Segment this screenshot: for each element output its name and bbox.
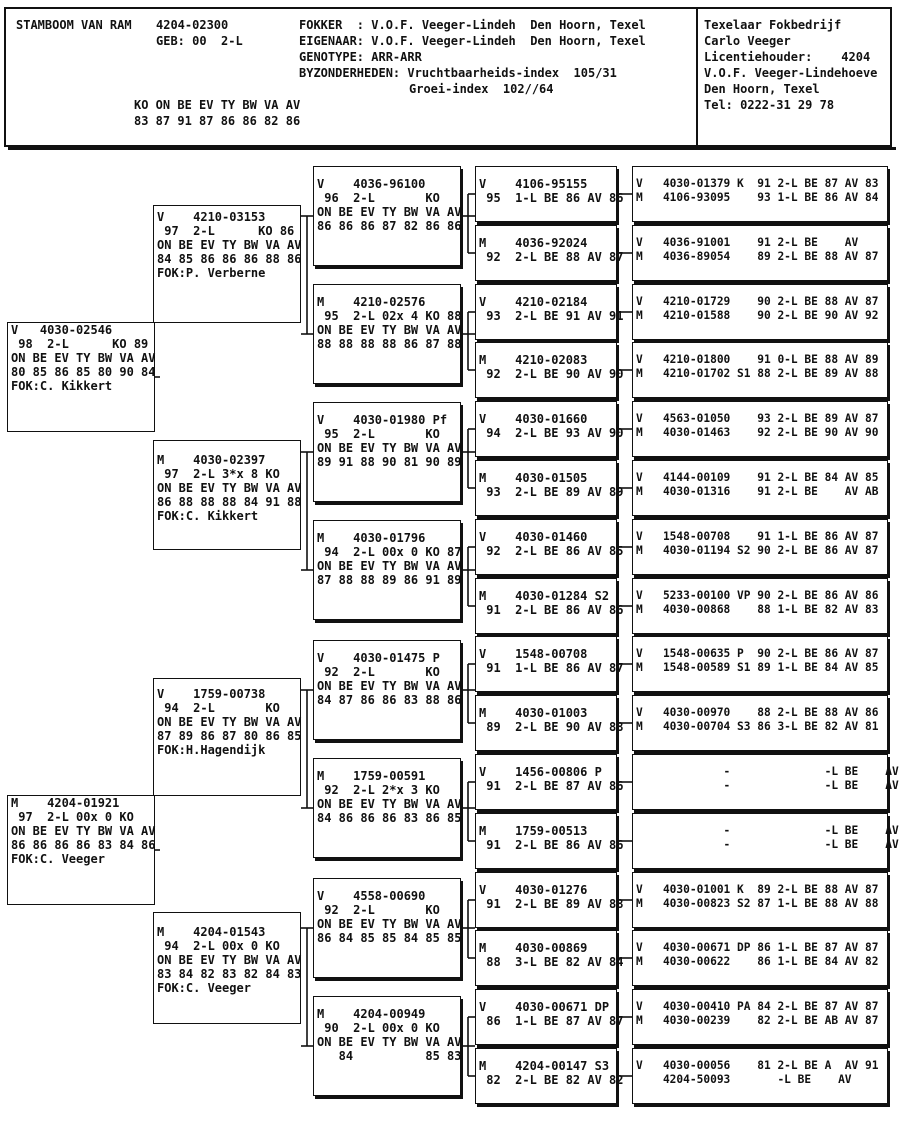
gen3-7-line-3: ON BE EV TY BW VA AV [317, 917, 462, 931]
gen3-2-line-2: 95 2-L 02x 4 KO 88 [317, 309, 462, 323]
gen3-4-line-3: ON BE EV TY BW VA AV [317, 559, 462, 573]
gen5-12-line-1: - -L BE AV [636, 824, 899, 837]
gen5-box-1 [632, 166, 888, 222]
gen5-15-line-2: M 4030-00239 82 2-L BE AB AV 87 [636, 1014, 879, 1027]
gen2-4-line-4: 83 84 82 83 82 84 83 [157, 967, 302, 981]
gen5-9-line-2: M 1548-00589 S1 89 1-L BE 84 AV 85 [636, 661, 879, 674]
gen5-14-line-1: V 4030-00671 DP 86 1-L BE 87 AV 87 [636, 941, 879, 954]
gen5-box-14 [632, 930, 888, 986]
gen5-8-line-1: V 5233-00100 VP 90 2-L BE 86 AV 86 [636, 589, 879, 602]
gen1-dam-line-5: FOK:C. Veeger [11, 852, 105, 866]
gen1-sire-line-3: ON BE EV TY BW VA AV [11, 351, 156, 365]
gen3-4-line-4: 87 88 88 89 86 91 89 [317, 573, 462, 587]
gen4-box-1 [475, 166, 624, 222]
gen4-14-line-2: 88 3-L BE 82 AV 84 [479, 955, 624, 969]
gen1-sire-line-2: 98 2-L KO 89 [11, 337, 149, 351]
gen3-3-line-2: 95 2-L KO [317, 427, 440, 441]
gen4-13-line-1: V 4030-01276 [479, 883, 588, 897]
gen4-box-2 [475, 225, 624, 281]
gen5-box-9 [632, 636, 888, 692]
gen2-3-line-3: ON BE EV TY BW VA AV [157, 715, 302, 729]
gen5-10-line-1: V 4030-00970 88 2-L BE 88 AV 86 [636, 706, 879, 719]
gen2-box-1 [153, 205, 301, 323]
gen3-2-line-3: ON BE EV TY BW VA AV [317, 323, 462, 337]
gen4-13-line-2: 91 2-L BE 89 AV 88 [479, 897, 624, 911]
gen2-2-line-1: M 4030-02397 [157, 453, 266, 467]
breeder-line-6: Tel: 0222-31 29 78 [704, 98, 835, 112]
gen3-5-line-4: 84 87 86 86 83 88 86 [317, 693, 462, 707]
breeder-line-1: Texelaar Fokbedrijf [704, 18, 842, 32]
gen5-7-line-2: M 4030-01194 S2 90 2-L BE 86 AV 87 [636, 544, 879, 557]
gen2-4-line-3: ON BE EV TY BW VA AV [157, 953, 302, 967]
gen4-5-line-1: V 4030-01660 [479, 412, 588, 426]
gen4-3-line-1: V 4210-02184 [479, 295, 588, 309]
gen5-12-line-2: - -L BE AV [636, 838, 899, 851]
gen4-2-line-1: M 4036-92024 [479, 236, 588, 250]
genotype: GENOTYPE: ARR-ARR [299, 50, 422, 64]
gen5-16-line-2: 4204-50093 -L BE AV [636, 1073, 852, 1086]
gen4-12-line-2: 91 2-L BE 86 AV 86 [479, 838, 624, 852]
gen4-12-line-1: M 1759-00513 [479, 824, 588, 838]
ram-birth: GEB: 00 2-L [156, 34, 243, 48]
gen5-1-line-1: V 4030-01379 K 91 2-L BE 87 AV 83 [636, 177, 879, 190]
gen4-box-6 [475, 460, 624, 516]
fokker: FOKKER : V.O.F. Veeger-Lindeh Den Hoorn, Texel [299, 18, 646, 32]
gen3-5-line-2: 92 2-L KO [317, 665, 440, 679]
gen4-box-3 [475, 284, 624, 340]
gen1-dam-line-4: 86 86 86 86 83 84 86 [11, 838, 156, 852]
gen4-10-line-2: 89 2-L BE 90 AV 88 [479, 720, 624, 734]
gen5-3-line-1: V 4210-01729 90 2-L BE 88 AV 87 [636, 295, 879, 308]
gen3-box-5 [313, 640, 461, 740]
gen5-6-line-1: V 4144-00109 91 2-L BE 84 AV 85 [636, 471, 879, 484]
gen2-1-line-5: FOK:P. Verberne [157, 266, 266, 280]
gen4-15-line-1: V 4030-00671 DP [479, 1000, 610, 1014]
gen1-dam-line-1: M 4204-01921 [11, 796, 120, 810]
gen3-3-line-3: ON BE EV TY BW VA AV [317, 441, 462, 455]
gen4-box-9 [475, 636, 624, 692]
gen3-7-line-1: V 4558-00690 [317, 889, 426, 903]
gen4-box-16 [475, 1048, 624, 1104]
gen4-8-line-2: 91 2-L BE 86 AV 86 [479, 603, 624, 617]
gen2-3-line-5: FOK:H.Hagendijk [157, 743, 266, 757]
gen5-box-3 [632, 284, 888, 340]
gen5-4-line-2: M 4210-01702 S1 88 2-L BE 89 AV 88 [636, 367, 879, 380]
breeder-line-2: Carlo Veeger [704, 34, 791, 48]
gen3-3-line-4: 89 91 88 90 81 90 89 [317, 455, 462, 469]
gen4-box-4 [475, 342, 624, 398]
gen3-1-line-2: 96 2-L KO [317, 191, 440, 205]
gen5-box-7 [632, 519, 888, 575]
gen4-8-line-1: M 4030-01284 S2 [479, 589, 610, 603]
gen3-8-line-1: M 4204-00949 [317, 1007, 426, 1021]
gen5-11-line-2: - -L BE AV [636, 779, 899, 792]
breeder-line-4: V.O.F. Veeger-Lindehoeve [704, 66, 878, 80]
gen2-1-line-4: 84 85 86 86 86 88 86 [157, 252, 302, 266]
gen1-dam-line-3: ON BE EV TY BW VA AV [11, 824, 156, 838]
gen5-box-12 [632, 813, 899, 869]
gen3-box-3 [313, 402, 461, 502]
gen5-8-line-2: M 4030-00868 88 1-L BE 82 AV 83 [636, 603, 879, 616]
gen3-6-line-2: 92 2-L 2*x 3 KO [317, 783, 440, 797]
gen3-4-line-2: 94 2-L 00x 0 KO 87 [317, 545, 462, 559]
gen4-box-10 [475, 695, 624, 751]
gen3-2-line-1: M 4210-02576 [317, 295, 426, 309]
gen1-sire-line-1: V 4030-02546 [11, 323, 113, 337]
gen4-box-7 [475, 519, 624, 575]
gen3-3-line-1: V 4030-01980 Pf [317, 413, 448, 427]
gen4-16-line-1: M 4204-00147 S3 [479, 1059, 610, 1073]
gen3-box-2 [313, 284, 461, 384]
gen4-box-13 [475, 872, 624, 928]
ram-id: 4204-02300 [156, 18, 229, 32]
gen5-13-line-1: V 4030-01001 K 89 2-L BE 88 AV 87 [636, 883, 879, 896]
gen2-4-line-2: 94 2-L 00x 0 KO [157, 939, 280, 953]
gen2-2-line-2: 97 2-L 3*x 8 KO [157, 467, 280, 481]
gen2-2-line-5: FOK:C. Kikkert [157, 509, 259, 523]
doc-type: STAMBOOM VAN RAM [16, 18, 132, 32]
gen3-box-6 [313, 758, 461, 858]
gen1-sire-box [7, 322, 155, 432]
gen5-2-line-1: V 4036-91001 91 2-L BE AV [636, 236, 859, 249]
gen1-sire-line-4: 80 85 86 85 80 90 84 [11, 365, 156, 379]
gen1-dam-box [7, 795, 155, 905]
eigenaar: EIGENAAR: V.O.F. Veeger-Lindeh Den Hoorn, Texel [299, 34, 646, 48]
gen4-6-line-2: 93 2-L BE 89 AV 89 [479, 485, 624, 499]
gen4-9-line-1: V 1548-00708 [479, 647, 588, 661]
gen4-box-5 [475, 401, 624, 457]
gen5-box-8 [632, 578, 888, 634]
gen4-15-line-2: 86 1-L BE 87 AV 87 [479, 1014, 624, 1028]
gen1-sire-line-5: FOK:C. Kikkert [11, 379, 113, 393]
gen2-3-line-1: V 1759-00738 [157, 687, 266, 701]
gen3-6-line-4: 84 86 86 86 83 86 85 [317, 811, 462, 825]
gen5-7-line-1: V 1548-00708 91 1-L BE 86 AV 87 [636, 530, 879, 543]
gen2-3-line-4: 87 89 86 87 80 86 85 [157, 729, 302, 743]
breeder-line-3: Licentiehouder: 4204 [704, 50, 871, 64]
gen4-7-line-1: V 4030-01460 [479, 530, 588, 544]
gen5-14-line-2: M 4030-00622 86 1-L BE 84 AV 82 [636, 955, 879, 968]
gen4-14-line-1: M 4030-00869 [479, 941, 588, 955]
gen2-4-line-5: FOK:C. Veeger [157, 981, 251, 995]
gen4-16-line-2: 82 2-L BE 82 AV 82 [479, 1073, 624, 1087]
gen5-16-line-1: V 4030-00056 81 2-L BE A AV 91 [636, 1059, 879, 1072]
gen5-box-15 [632, 989, 888, 1045]
gen2-3-line-2: 94 2-L KO [157, 701, 280, 715]
gen4-1-line-1: V 4106-95155 [479, 177, 588, 191]
gen3-7-line-4: 86 84 85 85 84 85 85 [317, 931, 462, 945]
gen4-10-line-1: M 4030-01003 [479, 706, 588, 720]
gen2-1-line-3: ON BE EV TY BW VA AV [157, 238, 302, 252]
breeder-line-5: Den Hoorn, Texel [704, 82, 820, 96]
gen5-10-line-2: M 4030-00704 S3 86 3-L BE 82 AV 81 [636, 720, 879, 733]
gen3-1-line-1: V 4036-96100 [317, 177, 426, 191]
groei-index: Groei-index 102//64 [409, 82, 554, 96]
gen1-dam-line-2: 97 2-L 00x 0 KO [11, 810, 134, 824]
gen4-1-line-2: 95 1-L BE 86 AV 86 [479, 191, 624, 205]
gen5-box-4 [632, 342, 888, 398]
gen5-6-line-2: M 4030-01316 91 2-L BE AV AB [636, 485, 879, 498]
gen2-1-line-2: 97 2-L KO 86 [157, 224, 295, 238]
gen5-box-2 [632, 225, 888, 281]
gen3-8-line-4: 84 85 83 [317, 1049, 462, 1063]
gen5-15-line-1: V 4030-00410 PA 84 2-L BE 87 AV 87 [636, 1000, 879, 1013]
gen5-5-line-2: M 4030-01463 92 2-L BE 90 AV 90 [636, 426, 879, 439]
gen3-6-line-3: ON BE EV TY BW VA AV [317, 797, 462, 811]
gen3-8-line-3: ON BE EV TY BW VA AV [317, 1035, 462, 1049]
gen5-box-16 [632, 1048, 888, 1104]
gen4-4-line-1: M 4210-02083 [479, 353, 588, 367]
gen3-2-line-4: 88 88 88 88 86 87 88 [317, 337, 462, 351]
gen5-box-13 [632, 872, 888, 928]
gen3-box-4 [313, 520, 461, 620]
gen3-box-8 [313, 996, 461, 1096]
gen3-6-line-1: M 1759-00591 [317, 769, 426, 783]
gen2-box-4 [153, 912, 301, 1024]
gen2-box-3 [153, 678, 301, 796]
gen2-box-2 [153, 440, 301, 550]
gen5-box-6 [632, 460, 888, 516]
gen3-5-line-1: V 4030-01475 P [317, 651, 440, 665]
gen4-3-line-2: 93 2-L BE 91 AV 91 [479, 309, 624, 323]
gen2-2-line-4: 86 88 88 88 84 91 88 [157, 495, 302, 509]
gen5-2-line-2: M 4036-89054 89 2-L BE 88 AV 87 [636, 250, 879, 263]
gen4-box-15 [475, 989, 624, 1045]
gen2-1-line-1: V 4210-03153 [157, 210, 266, 224]
bijzonderheden: BYZONDERHEDEN: Vruchtbaarheids-index 105/31 [299, 66, 617, 80]
gen5-11-line-1: - -L BE AV [636, 765, 899, 778]
gen3-4-line-1: M 4030-01796 [317, 531, 426, 545]
gen4-11-line-2: 91 2-L BE 87 AV 86 [479, 779, 624, 793]
score-header: KO ON BE EV TY BW VA AV [134, 98, 301, 112]
gen2-4-line-1: M 4204-01543 [157, 925, 266, 939]
gen5-1-line-2: M 4106-93095 93 1-L BE 86 AV 84 [636, 191, 879, 204]
gen4-box-14 [475, 930, 624, 986]
gen4-box-11 [475, 754, 624, 810]
gen4-box-8 [475, 578, 624, 634]
score-values: 83 87 91 87 86 86 82 86 [134, 114, 301, 128]
gen5-3-line-2: M 4210-01588 90 2-L BE 90 AV 92 [636, 309, 879, 322]
gen3-7-line-2: 92 2-L KO [317, 903, 440, 917]
gen4-9-line-2: 91 1-L BE 86 AV 87 [479, 661, 624, 675]
gen2-2-line-3: ON BE EV TY BW VA AV [157, 481, 302, 495]
gen5-box-10 [632, 695, 888, 751]
gen5-9-line-1: V 1548-00635 P 90 2-L BE 86 AV 87 [636, 647, 879, 660]
gen5-13-line-2: M 4030-00823 S2 87 1-L BE 88 AV 88 [636, 897, 879, 910]
gen4-2-line-2: 92 2-L BE 88 AV 87 [479, 250, 624, 264]
gen3-5-line-3: ON BE EV TY BW VA AV [317, 679, 462, 693]
gen4-11-line-1: V 1456-00806 P [479, 765, 602, 779]
gen3-1-line-4: 86 86 86 87 82 86 86 [317, 219, 462, 233]
gen4-6-line-1: M 4030-01505 [479, 471, 588, 485]
gen4-7-line-2: 92 2-L BE 86 AV 85 [479, 544, 624, 558]
gen4-box-12 [475, 813, 624, 869]
gen4-4-line-2: 92 2-L BE 90 AV 90 [479, 367, 624, 381]
gen3-box-7 [313, 878, 461, 978]
gen5-5-line-1: V 4563-01050 93 2-L BE 89 AV 87 [636, 412, 879, 425]
gen5-box-5 [632, 401, 888, 457]
gen3-box-1 [313, 166, 461, 266]
gen4-5-line-2: 94 2-L BE 93 AV 90 [479, 426, 624, 440]
gen5-4-line-1: V 4210-01800 91 0-L BE 88 AV 89 [636, 353, 879, 366]
gen3-1-line-3: ON BE EV TY BW VA AV [317, 205, 462, 219]
gen5-box-11 [632, 754, 899, 810]
gen3-8-line-2: 90 2-L 00x 0 KO [317, 1021, 440, 1035]
